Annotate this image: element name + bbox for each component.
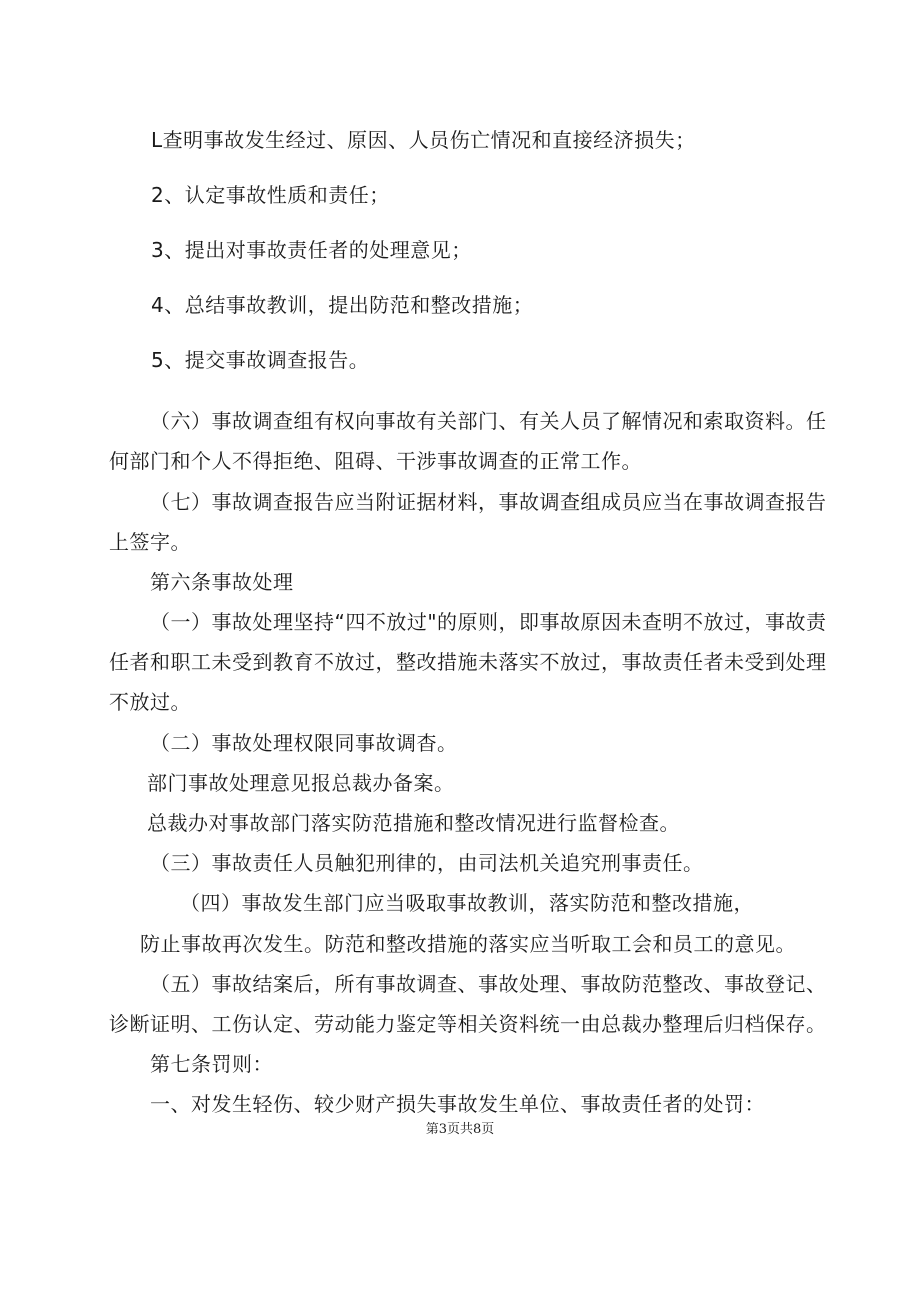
paragraph-seven-line-2: 上签字。 [109, 530, 191, 554]
department-record-line: 部门事故处理意见报总裁办备案。 [147, 771, 455, 795]
paragraph-seven-line-1: （七）事故调查报告应当附证据材料，事故调查组成员应当在事故调查报告 [150, 490, 827, 514]
section-one-line-1: （一）事故处理坚持“四不放过"的原则，即事故原因未查明不放过，事故责 [150, 610, 827, 634]
penalty-item-one: 一、对发生轻伤、较少财产损失事故发生单位、事故责任者的处罚： [150, 1092, 765, 1116]
page-number-footer: 第3页共8页 [425, 1122, 495, 1137]
article-six-heading: 第六条事故处理 [150, 570, 294, 594]
section-four-line-2: 防止事故再次发生。防范和整改措施的落实应当听取工会和员工的意见。 [140, 932, 796, 956]
section-four-line-1: （四）事故发生部门应当吸取事故教训，落实防范和整改措施， [180, 891, 754, 915]
section-two-line: （二）事故处理权限同事故调杳。 [150, 731, 458, 755]
section-five-line-2: 诊断证明、工伤认定、劳动能力鉴定等相关资料统一由总裁办整理后归档保存。 [109, 1012, 827, 1036]
supervision-line: 总裁办对事故部门落实防范措施和整改情况进行监督检查。 [147, 811, 680, 835]
paragraph-six-line-1: （六）事故调查组有权向事故有关部门、有关人员了解情况和索取资料。任 [150, 409, 827, 433]
section-one-line-3: 不放过。 [109, 690, 191, 714]
item-3-text: 3、提出对事故责任者的处理意见； [151, 238, 472, 262]
section-five-line-1: （五）事故结案后，所有事故调查、事故处理、事故防范整改、事故登记、 [150, 972, 827, 996]
item-4-text: 4、总结事故教训，提出防范和整改措施； [151, 293, 534, 317]
item-5-text: 5、提交事故调查报告。 [151, 348, 370, 372]
section-three-line: （三）事故责任人员触犯刑律的，由司法机关追究刑事责任。 [150, 851, 704, 875]
item-1-text: L查明事故发生经过、原因、人员伤亡情况和直接经济损失； [151, 128, 696, 152]
section-one-line-2: 任者和职工未受到教育不放过，整改措施未落实不放过，事故责任者未受到处理 [109, 650, 827, 674]
article-seven-heading: 第七条罚则： [150, 1052, 273, 1076]
paragraph-six-line-2: 何部门和个人不得拒绝、阻碍、干涉事故调查的正常工作。 [109, 449, 642, 473]
item-2-text: 2、认定事故性质和责任； [151, 183, 390, 207]
